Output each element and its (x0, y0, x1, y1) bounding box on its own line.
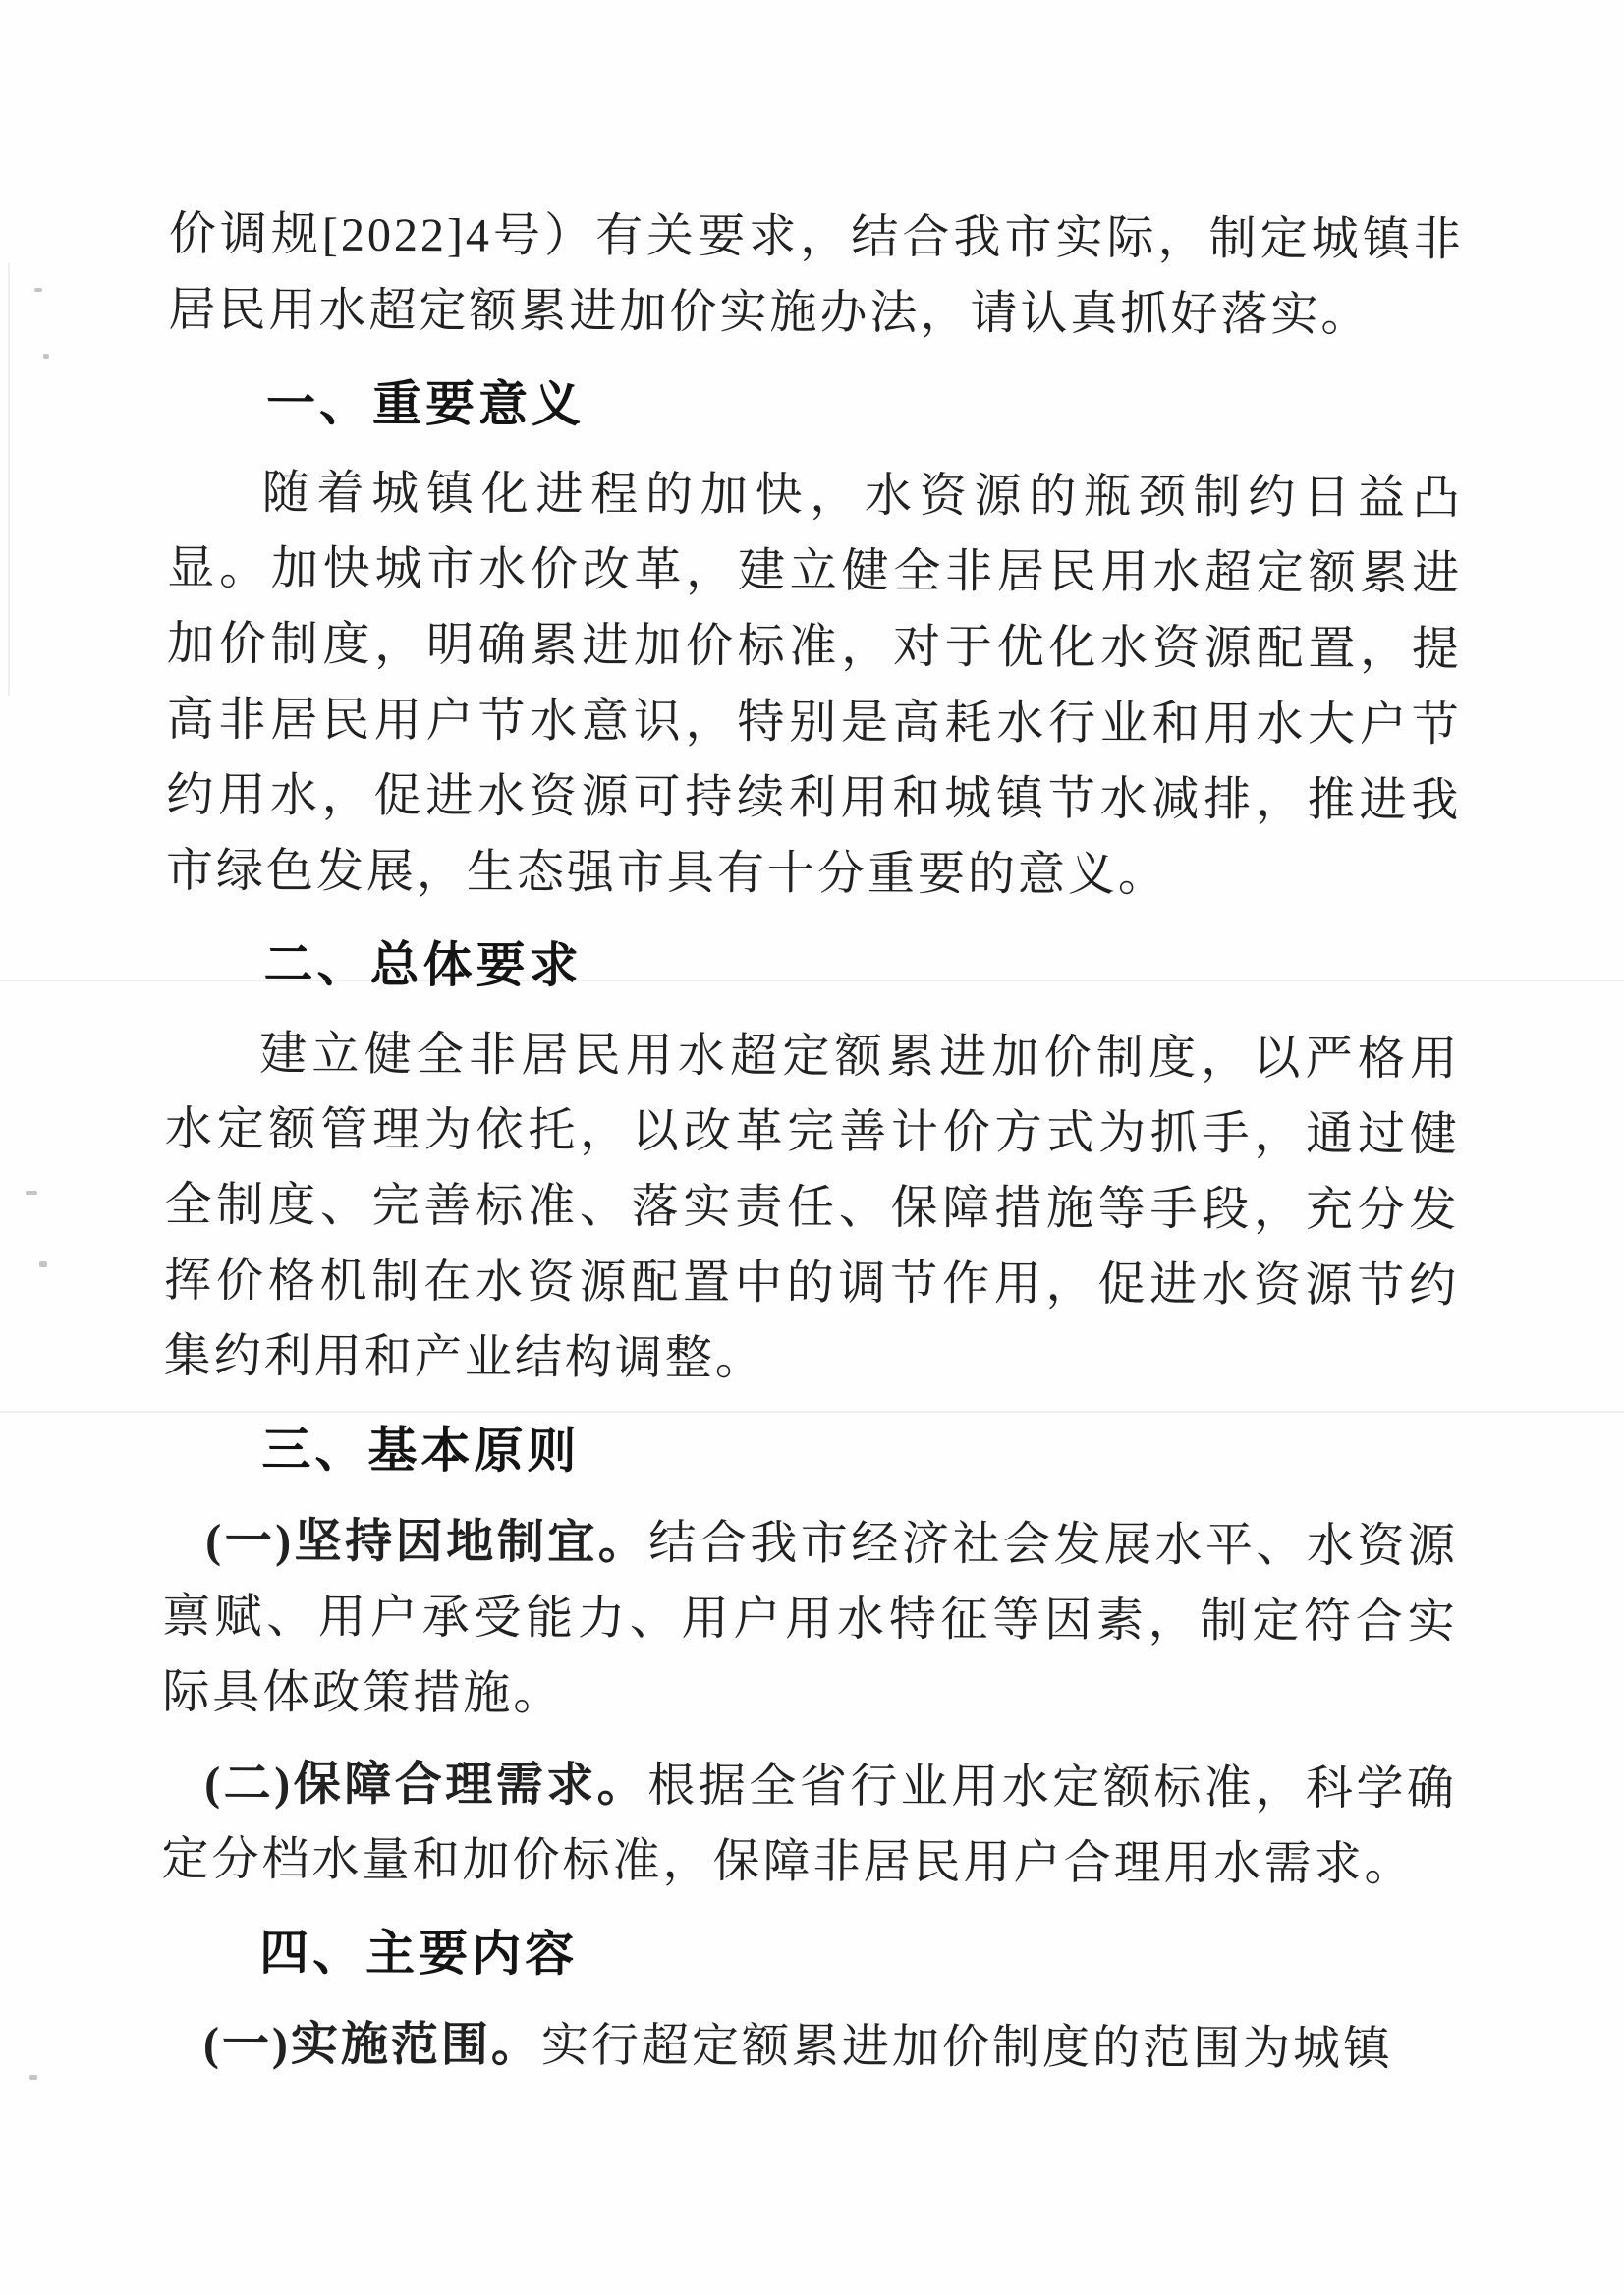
section-heading: 三、基本原则 (261, 1422, 581, 1479)
section-heading: 四、主要内容 (259, 1925, 579, 1982)
section-heading: 一、重要意义 (265, 375, 586, 432)
paragraph-lead: (二)保障合理需求。 (204, 1758, 648, 1813)
document-body (161, 196, 1464, 2088)
scan-artifact (29, 2075, 37, 2080)
paragraph (161, 1746, 1457, 1903)
paragraph-lead: (一)坚持因地制宜。 (205, 1515, 649, 1570)
paragraph (162, 1503, 1458, 1736)
paragraph: 价调规[2022]4号）有关要求，结合我市实际，制定城镇非居民用水超定额累进加价实施办法，请认真抓好落实。 (168, 207, 1464, 342)
scan-artifact (43, 354, 49, 359)
paragraph-text: 实行超定额累进加价制度的范围为城镇 (540, 2019, 1394, 2076)
paragraph-text: 结合我市经济社会发展水平、水资源禀赋、用户承受能力、用户用水特征等因素，制定符合实际具体政策措施。 (162, 1517, 1459, 1720)
scan-artifact (39, 1261, 47, 1267)
paragraph: 随着城镇化进程的加快，水资源的瓶颈制约日益凸显。加快城市水价改革，建立健全非居民用水超定额累进加价制度，明确累进加价标准，对于优化水资源配置，提高非居民用户节水意识，特别是高耗水行业和用水大户节约用水，促进水资源可持续利用和城镇节水减排，推进我市绿色发展，生态强市具有十分重要的意义。 (165, 467, 1463, 902)
paragraph: 建立健全非居民用水超定额累进加价制度，以严格用水定额管理为依托，以改革完善计价方式为抓手，通过健全制度、完善标准、落实责任、保障措施等手段，充分发挥价格机制在水资源配置中的调节作用，促进水资源节约集约利用和产业结构调整。 (163, 1028, 1461, 1385)
paragraph-text: 根据全省行业用水定额标准，科学确定分档水量和加价标准，保障非居民用户合理用水需求。 (161, 1760, 1458, 1891)
section-heading: 二、总体要求 (263, 936, 583, 993)
scan-artifact (8, 263, 10, 696)
paragraph-lead: (一)实施范围。 (202, 2018, 542, 2072)
scan-artifact (26, 1191, 37, 1195)
paragraph (161, 2006, 1456, 2088)
scan-artifact (34, 288, 42, 292)
